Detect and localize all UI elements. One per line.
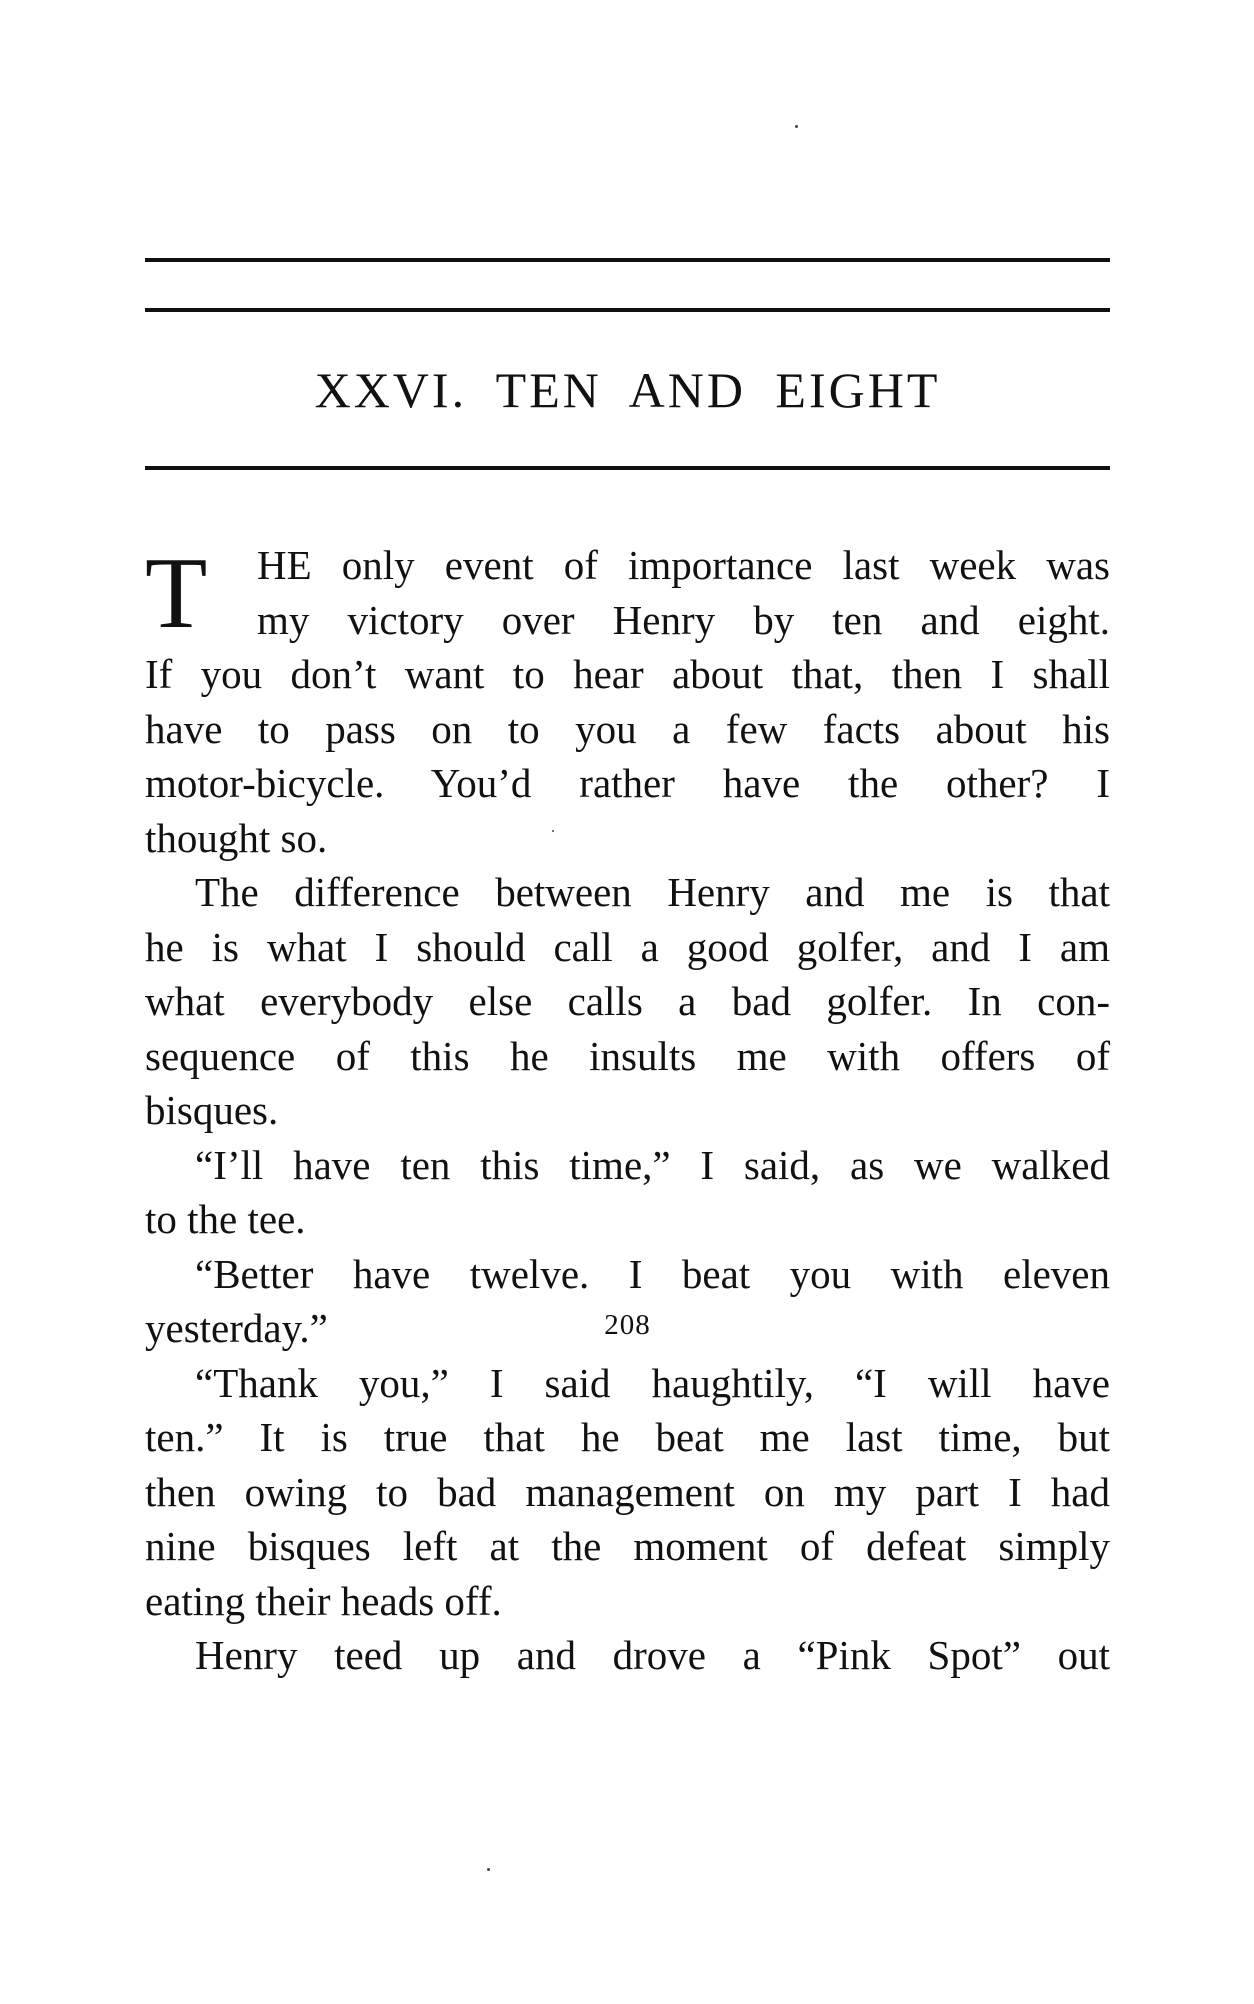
text-line: nine bisques left at the moment of defeat simply bbox=[145, 1523, 1110, 1569]
text-line: motor-bicycle. You’d rather have the other? I bbox=[145, 760, 1110, 806]
text-line: “Thank you,” I said haughtily, “I will have bbox=[195, 1359, 1110, 1406]
chapter-title: XXVI. TEN AND EIGHT bbox=[314, 362, 941, 418]
text-line: The difference between Henry and me is that bbox=[195, 869, 1110, 915]
text-line: eating their heads off. bbox=[145, 1577, 502, 1624]
top-rule bbox=[145, 258, 1110, 262]
body-text bbox=[145, 538, 1110, 1683]
text-line: Henry teed up and drove a “Pink Spot” out bbox=[195, 1632, 1110, 1678]
text-line: HE only event of importance last week was bbox=[257, 542, 1110, 588]
text-line: “I’ll have ten this time,” I said, as we walked bbox=[195, 1141, 1110, 1188]
text-line: my victory over Henry by ten and eight. bbox=[257, 596, 1110, 643]
page-number: 208 bbox=[604, 1309, 651, 1341]
title-underline-rule bbox=[145, 466, 1110, 470]
text-line: yesterday.” bbox=[145, 1305, 328, 1351]
drop-cap: T bbox=[145, 537, 208, 650]
text-line: ten.” It is true that he beat me last time, but bbox=[145, 1414, 1110, 1460]
text-line: have to pass on to you a few facts about his bbox=[145, 705, 1110, 752]
text-line: bisques. bbox=[145, 1087, 279, 1133]
text-line: what everybody else calls a bad golfer. In con- bbox=[145, 978, 1110, 1024]
text-line: sequence of this he insults me with offers of bbox=[145, 1032, 1110, 1079]
text-line: he is what I should call a good golfer, and I am bbox=[145, 923, 1110, 970]
scan-speck bbox=[487, 1868, 490, 1871]
text-line: “Better have twelve. I beat you with eleven bbox=[195, 1250, 1110, 1297]
text-line: to the tee. bbox=[145, 1196, 306, 1242]
scan-speck bbox=[552, 830, 554, 832]
text-line: thought so. bbox=[145, 814, 328, 861]
text-line: If you don’t want to hear about that, then I shall bbox=[145, 651, 1110, 697]
text-line: then owing to bad management on my part I had bbox=[145, 1468, 1110, 1515]
scan-speck bbox=[795, 125, 798, 128]
second-rule bbox=[145, 308, 1110, 312]
